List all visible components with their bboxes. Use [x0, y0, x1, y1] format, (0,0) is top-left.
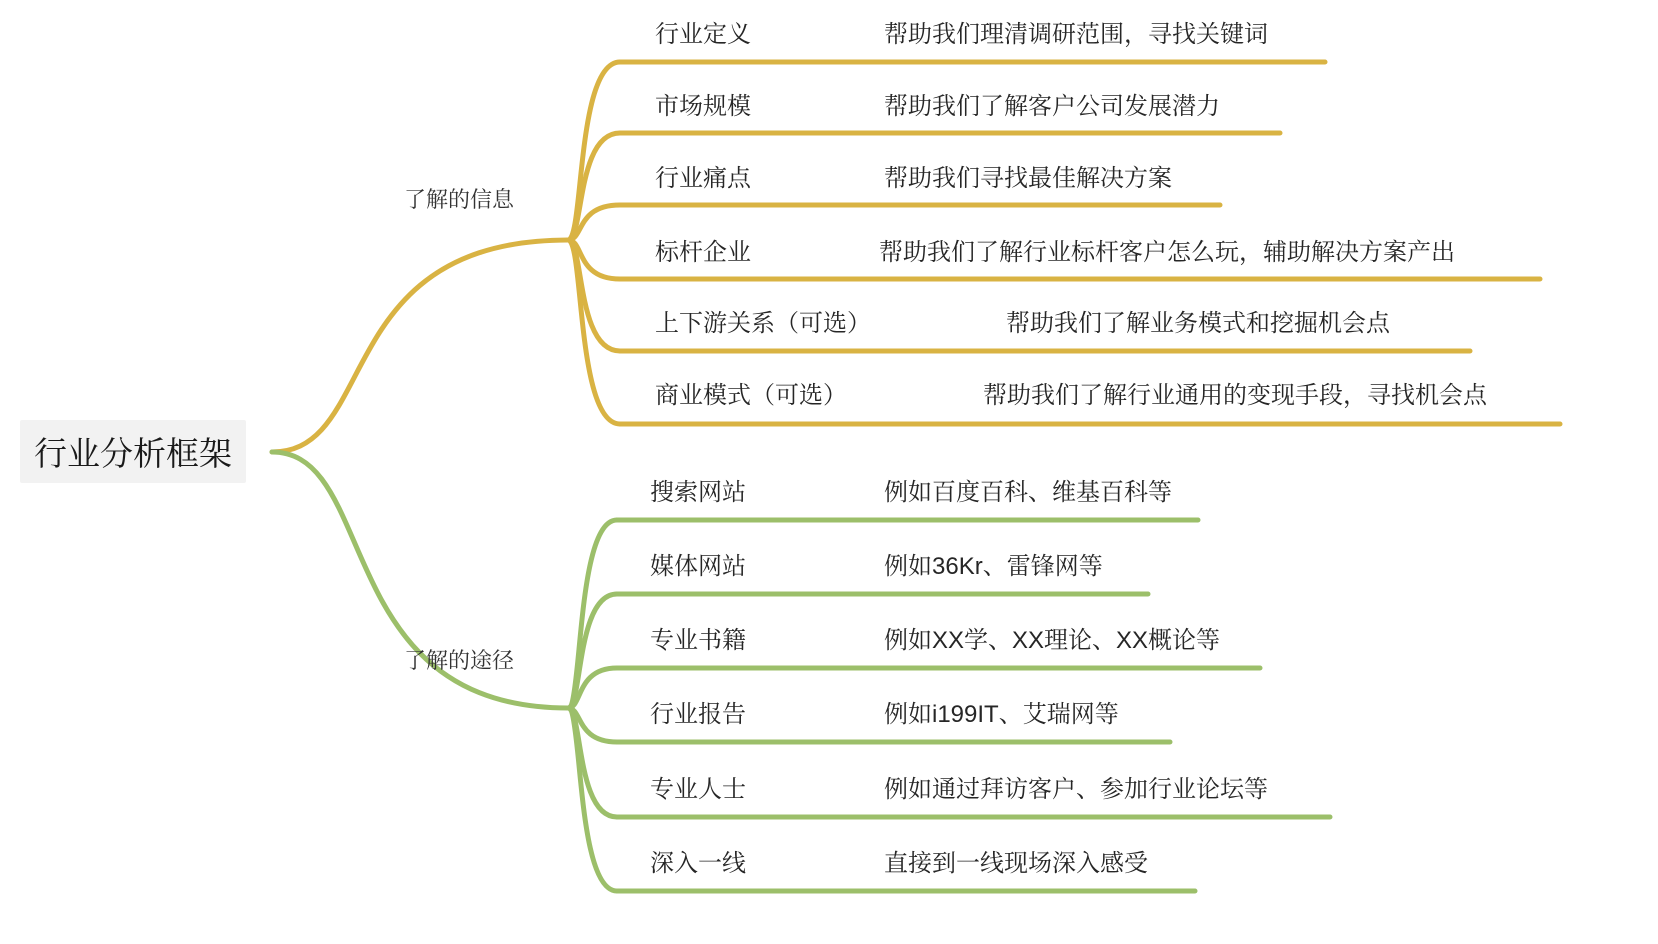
leaf-description: 例如通过拜访客户、参加行业论坛等 — [884, 776, 1268, 803]
leaf-title[interactable]: 市场规模 — [655, 93, 751, 120]
leaf-description: 例如百度百科、维基百科等 — [884, 479, 1172, 506]
leaf-description: 例如36Kr、雷锋网等 — [884, 553, 1103, 580]
leaf-title[interactable]: 媒体网站 — [650, 553, 746, 580]
leaf-title[interactable]: 专业人士 — [650, 776, 746, 803]
leaf-description: 帮助我们寻找最佳解决方案 — [884, 165, 1172, 192]
leaf-title[interactable]: 深入一线 — [650, 850, 746, 877]
leaf-title[interactable]: 行业定义 — [655, 21, 751, 48]
leaf-description: 帮助我们了解客户公司发展潜力 — [884, 93, 1220, 120]
leaf-title[interactable]: 行业报告 — [650, 701, 746, 728]
leaf-title[interactable]: 标杆企业 — [655, 239, 751, 266]
leaf-description: 直接到一线现场深入感受 — [884, 850, 1148, 877]
leaf-title[interactable]: 行业痛点 — [655, 165, 751, 192]
branch-label[interactable]: 了解的途径 — [404, 648, 515, 673]
leaf-description: 例如i199IT、艾瑞网等 — [884, 701, 1119, 728]
leaf-title[interactable]: 搜索网站 — [650, 479, 746, 506]
leaf-description: 帮助我们了解业务模式和挖掘机会点 — [1006, 310, 1390, 337]
branch-label[interactable]: 了解的信息 — [404, 187, 515, 212]
leaf-description: 帮助我们理清调研范围，寻找关键词 — [884, 21, 1268, 48]
leaf-description: 例如XX学、XX理论、XX概论等 — [884, 627, 1221, 654]
leaf-title[interactable]: 商业模式（可选） — [655, 382, 847, 409]
leaf-title[interactable]: 专业书籍 — [650, 627, 746, 654]
leaf-title[interactable]: 上下游关系（可选） — [655, 310, 871, 337]
root-node[interactable]: 行业分析框架 — [20, 420, 246, 483]
leaf-description: 帮助我们了解行业标杆客户怎么玩，辅助解决方案产出 — [879, 239, 1455, 266]
leaf-description: 帮助我们了解行业通用的变现手段，寻找机会点 — [983, 382, 1487, 409]
